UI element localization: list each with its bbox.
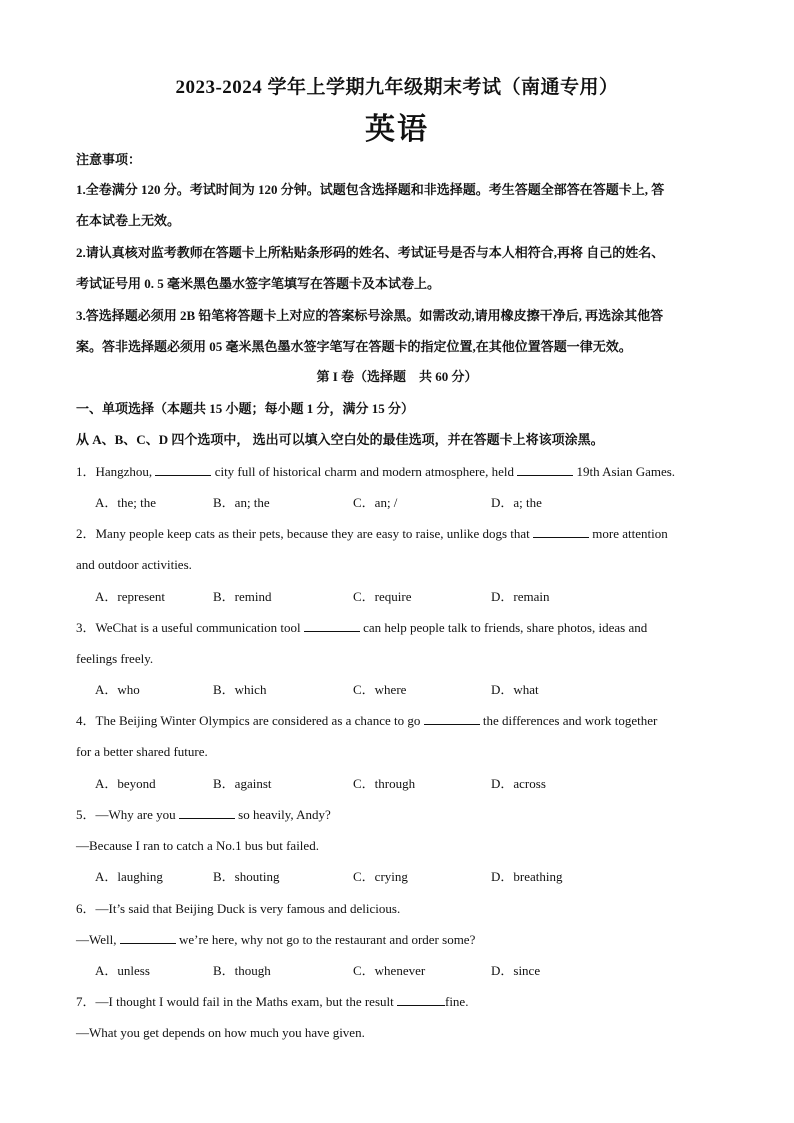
question-4-options [95,774,735,794]
option-c: C．whenever [353,963,426,978]
option-b: B．which [213,682,267,697]
question-3 [76,618,726,638]
question-text: fine. [444,994,469,1009]
question-text: 5．—Why are you [76,807,179,822]
question-6-line-2 [76,930,726,950]
option-d: D．across [491,776,546,791]
answer-blank [424,711,480,725]
question-text: —Well, [76,932,120,947]
option-d: D．a; the [491,495,542,510]
exam-title: 2023-2024 学年上学期九年级期末考试（南通专用） [175,77,619,98]
question-text: 7．—I thought I would fail in the Maths exam, but the result [76,994,397,1009]
question-text: more attention [589,526,668,541]
option-d: D．what [491,682,539,697]
note-1-line-1: 1.全卷满分 120 分。考试时间为 120 分钟。试题包含选择题和非选择题。考生答题全部答在答题卡上, 答 [76,182,665,197]
option-d: D．remain [491,589,550,604]
question-7 [76,992,726,1012]
note-2-line-2: 考试证号用 0. 5 毫米黑色墨水签字笔填写在答题卡及本试卷上。 [76,276,441,291]
question-2 [76,524,726,544]
question-6: 6．—It’s said that Beijing Duck is very famous and delicious. [76,901,401,916]
answer-blank [397,992,445,1006]
option-b: B．remind [213,589,272,604]
question-5 [76,805,726,825]
question-text: so heavily, Andy? [234,807,331,822]
option-a: A．the; the [95,495,157,510]
answer-blank [304,618,360,632]
question-text: 1．Hangzhou, [76,464,156,479]
option-c: C．require [353,589,412,604]
note-1-line-2: 在本试卷上无效。 [76,213,181,228]
option-d: D．breathing [491,869,563,884]
option-a: A．beyond [95,776,156,791]
answer-blank [179,805,235,819]
question-5-options [95,867,735,887]
answer-blank [155,462,211,476]
question-text: can help people talk to friends, share photos, ideas and [359,620,648,635]
answer-blank [517,462,573,476]
question-2-options [95,587,735,607]
note-3-line-1: 3.答选择题必须用 2B 铅笔将答题卡上对应的答案标号涂黑。如需改动,请用橡皮擦干净后, 再选涂其他答 [76,308,664,323]
option-b: B．though [213,963,271,978]
note-3-line-2: 案。答非选择题必须用 05 毫米黑色墨水签字笔写在答题卡的指定位置,在其他位置答题一律无效。 [76,339,632,354]
question-text: the differences and work together [479,713,658,728]
option-c: C．through [353,776,416,791]
answer-blank [533,524,589,538]
question-7-line-2: —What you get depends on how much you have given. [76,1025,365,1040]
question-1-options [95,493,735,513]
notes-heading: 注意事项： [76,152,142,167]
question-6-options [95,961,735,981]
question-text: we’re here, why not go to the restaurant and order some? [175,932,476,947]
question-5-line-2: —Because I ran to catch a No.1 bus but failed. [76,838,319,853]
section-heading: 一、单项选择（本题共 15 小题；每小题 1 分，满分 15 分） [76,401,415,416]
option-d: D．since [491,963,541,978]
option-b: B．shouting [213,869,280,884]
option-a: A．who [95,682,140,697]
option-a: A．represent [95,589,166,604]
option-c: C．crying [353,869,408,884]
option-b: B．against [213,776,272,791]
question-2-line-2: and outdoor activities. [76,557,192,572]
question-text: 19th Asian Games. [573,464,676,479]
option-a: A．unless [95,963,150,978]
section-instruction: 从 A、B、C、D 四个选项中， 选出可以填入空白处的最佳选项，并在答题卡上将该项涂黑。 [76,432,604,447]
question-text: 2．Many people keep cats as their pets, because they are easy to raise, unlike dogs that [76,526,534,541]
option-c: C．an; / [353,495,398,510]
note-2-line-1: 2.请认真核对监考教师在答题卡上所粘贴条形码的姓名、考试证号是否与本人相符合,再将 自己的姓名、 [76,245,665,260]
question-3-line-2: feelings freely. [76,651,154,666]
option-c: C．where [353,682,407,697]
option-b: B．an; the [213,495,270,510]
question-text: city full of historical charm and modern atmosphere, held [211,464,518,479]
answer-blank [120,930,176,944]
question-3-options [95,680,735,700]
question-text: 3．WeChat is a useful communication tool [76,620,304,635]
question-1 [76,462,726,482]
question-text: 4．The Beijing Winter Olympics are considered as a chance to go [76,713,424,728]
question-4 [76,711,726,731]
part-title: 第 I 卷（选择题 共 60 分） [316,369,478,384]
question-4-line-2: for a better shared future. [76,744,208,759]
exam-subject: 英语 [365,113,429,146]
option-a: A．laughing [95,869,163,884]
